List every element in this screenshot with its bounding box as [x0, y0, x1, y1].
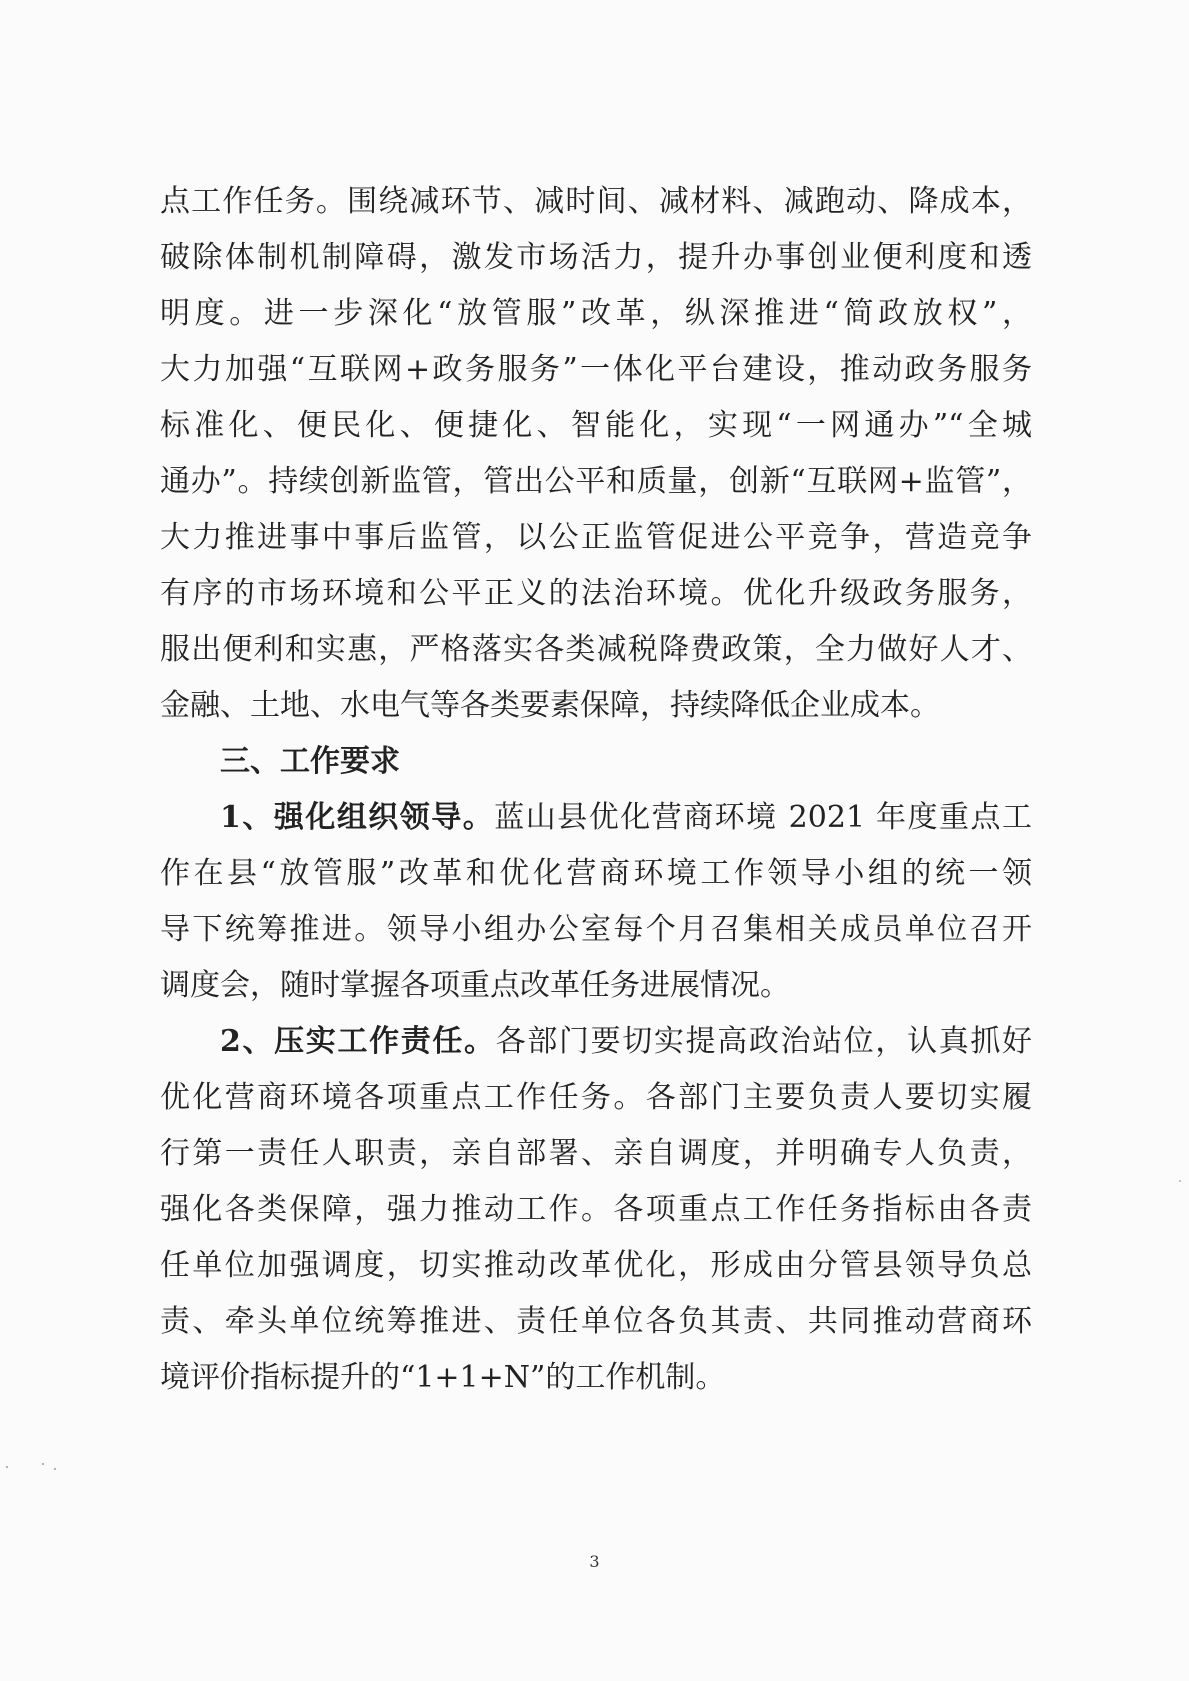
paragraph-line: 优化营商环境各项重点工作任务。各部门主要负责人要切实履: [160, 1080, 1032, 1115]
paragraph-line: 行第一责任人职责，亲自部署、亲自调度，并明确专人负责，: [160, 1136, 1032, 1171]
paragraph-line: 大力推进事中事后监管，以公正监管促进公平竞争，营造竞争: [160, 520, 1032, 555]
paragraph-line: 导下统筹推进。领导小组办公室每个月召集相关成员单位召开: [160, 912, 1032, 947]
paragraph-line: 责、牵头单位统筹推进、责任单位各负其责、共同推动营商环: [160, 1304, 1032, 1339]
paragraph-line: 任单位加强调度，切实推动改革优化，形成由分管县领导负总: [160, 1248, 1032, 1283]
item1-title: 1、强化组织领导。: [220, 800, 495, 835]
paragraph-line: 服出便利和实惠，严格落实各类减税降费政策，全力做好人才、: [160, 632, 1032, 667]
paragraph-line: 调度会，随时掌握各项重点改革任务进展情况。: [160, 968, 790, 1003]
paragraph-line: 点工作任务。围绕减环节、减时间、减材料、减跑动、降成本，: [160, 184, 1032, 219]
item1-first-line-text: 蓝山县优化营商环境 2021 年度重点工: [494, 800, 1032, 835]
scan-artifact-dot: [1179, 1180, 1181, 1182]
paragraph-line: 大力加强“互联网+政务服务”一体化平台建设，推动政务服务: [160, 352, 1032, 387]
paragraph-line: 通办”。持续创新监管，管出公平和质量，创新“互联网+监管”，: [160, 464, 1032, 499]
item2-title: 2、压实工作责任。: [220, 1024, 496, 1059]
paragraph-line: 破除体制机制障碍，激发市场活力，提升办事创业便利度和透: [160, 240, 1032, 275]
scan-artifact-dots: [4, 1460, 74, 1474]
paragraph-line: 作在县“放管服”改革和优化营商环境工作领导小组的统一领: [160, 856, 1032, 891]
paragraph-line: 标准化、便民化、便捷化、智能化，实现“一网通办”“全城: [160, 408, 1032, 443]
section-heading: 三、工作要求: [220, 744, 400, 779]
paragraph-line: 明度。进一步深化“放管服”改革，纵深推进“简政放权”，: [160, 296, 1032, 331]
item2-first-line: [220, 1018, 1032, 1066]
paragraph-line: 有序的市场环境和公平正义的法治环境。优化升级政务服务，: [160, 576, 1032, 611]
paragraph-line: 金融、土地、水电气等各类要素保障，持续降低企业成本。: [160, 688, 940, 723]
item1-first-line: [220, 794, 1032, 842]
paragraph-line: 境评价指标提升的“1+1+N”的工作机制。: [160, 1360, 726, 1395]
page-number: 3: [589, 1552, 600, 1571]
paragraph-line: 强化各类保障，强力推动工作。各项重点工作任务指标由各责: [160, 1192, 1032, 1227]
item2-first-line-text: 各部门要切实提高政治站位，认真抓好: [495, 1024, 1033, 1059]
